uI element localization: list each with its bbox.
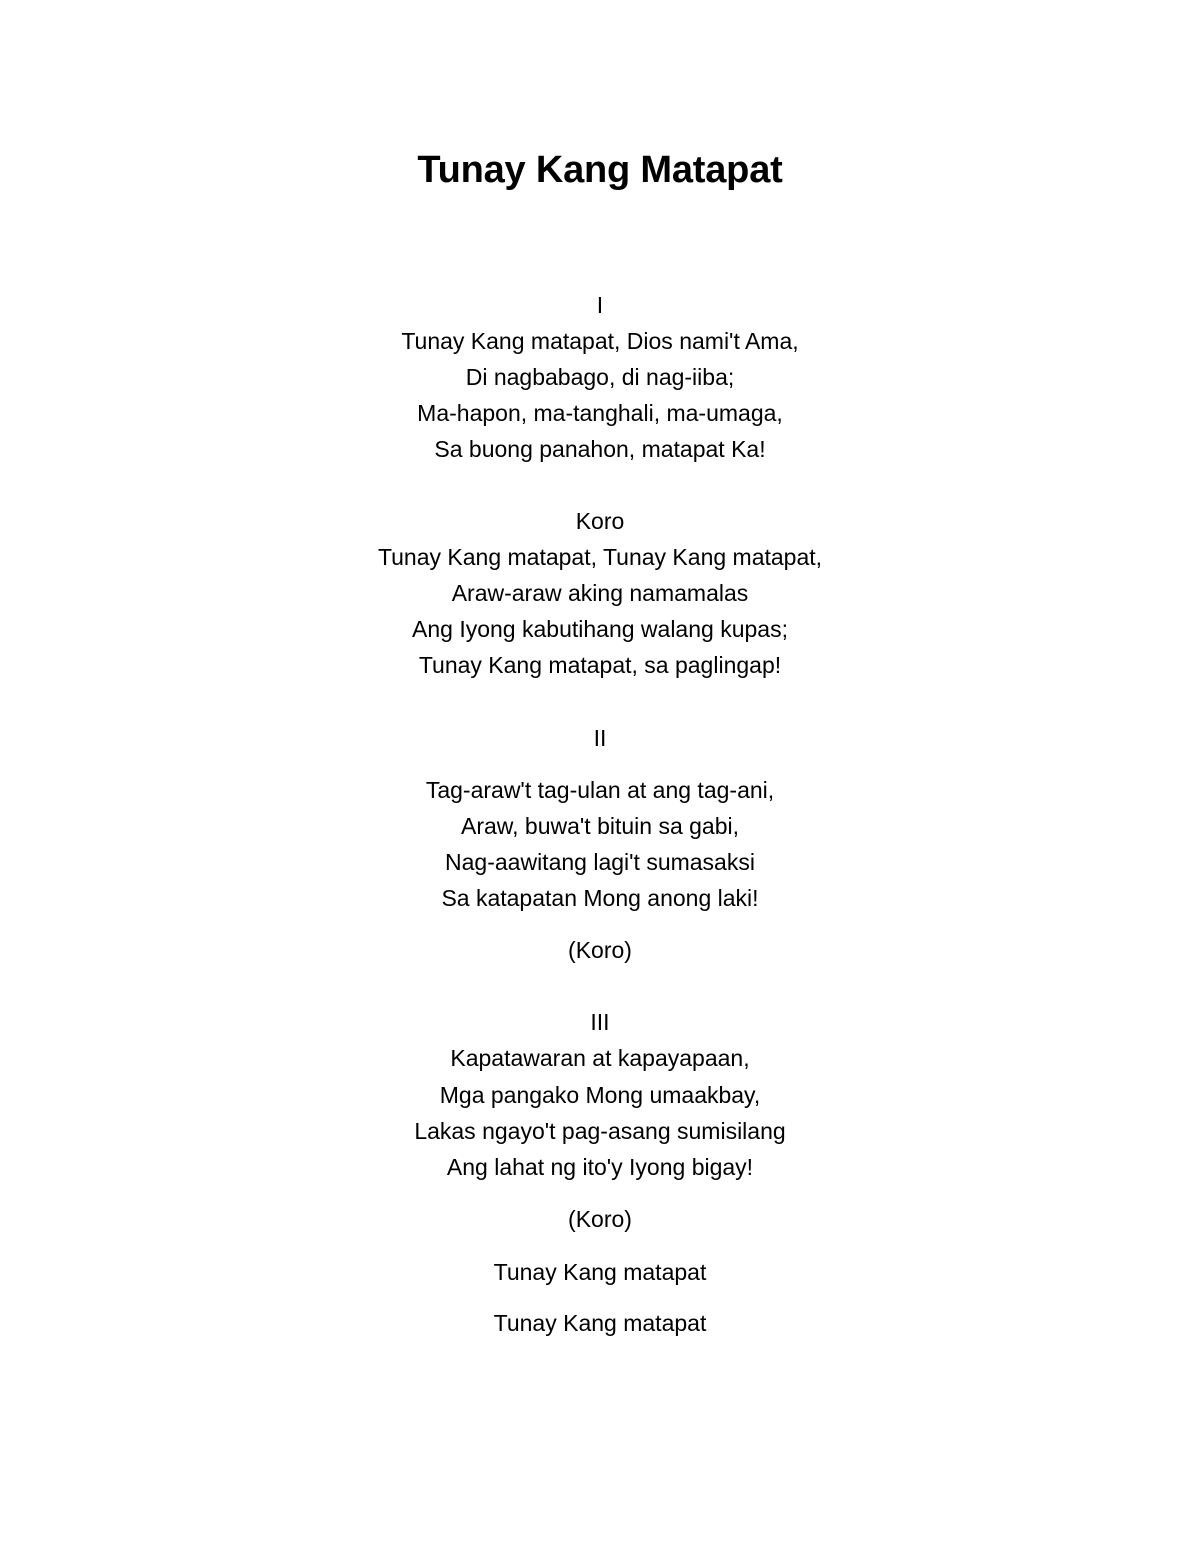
verse-3-chorus-ref: (Koro) — [568, 1206, 632, 1232]
song-title: Tunay Kang Matapat — [417, 149, 783, 191]
chorus-line-3: Ang Iyong kabutihang walang kupas; — [412, 616, 788, 642]
verse-2-line-1: Tag-araw't tag-ulan at ang tag-ani, — [425, 777, 775, 803]
verse-3-line-1: Kapatawaran at kapayapaan, — [450, 1045, 750, 1071]
verse-2-line-3: Nag-aawitang lagi't sumasaksi — [445, 849, 755, 875]
verse-2-chorus-ref: (Koro) — [568, 937, 632, 963]
verse-3-numeral: III — [590, 1009, 610, 1035]
verse-3-line-2: Mga pangako Mong umaakbay, — [439, 1082, 761, 1108]
verse-1-line-1: Tunay Kang matapat, Dios nami't Ama, — [401, 328, 799, 354]
verse-1-line-4: Sa buong panahon, matapat Ka! — [434, 436, 766, 462]
verse-3-line-3: Lakas ngayo't pag-asang sumisilang — [414, 1118, 786, 1144]
verse-1-line-2: Di nagbabago, di nag-iiba; — [465, 364, 735, 390]
chorus-label: Koro — [575, 508, 625, 534]
verse-2-numeral: II — [593, 725, 607, 751]
verse-3-line-4: Ang lahat ng ito'y Iyong bigay! — [446, 1154, 754, 1180]
verse-2-line-2: Araw, buwa't bituin sa gabi, — [461, 813, 739, 839]
ending-line-2: Tunay Kang matapat — [493, 1310, 707, 1336]
chorus-line-4: Tunay Kang matapat, sa paglingap! — [418, 652, 782, 678]
verse-2-line-4: Sa katapatan Mong anong laki! — [441, 885, 759, 911]
ending-line-1: Tunay Kang matapat — [493, 1259, 707, 1285]
chorus-line-1: Tunay Kang matapat, Tunay Kang matapat, — [377, 544, 823, 570]
chorus-line-2: Araw-araw aking namamalas — [451, 580, 749, 606]
verse-1-numeral: I — [596, 292, 604, 318]
verse-1-line-3: Ma-hapon, ma-tanghali, ma-umaga, — [417, 400, 783, 426]
